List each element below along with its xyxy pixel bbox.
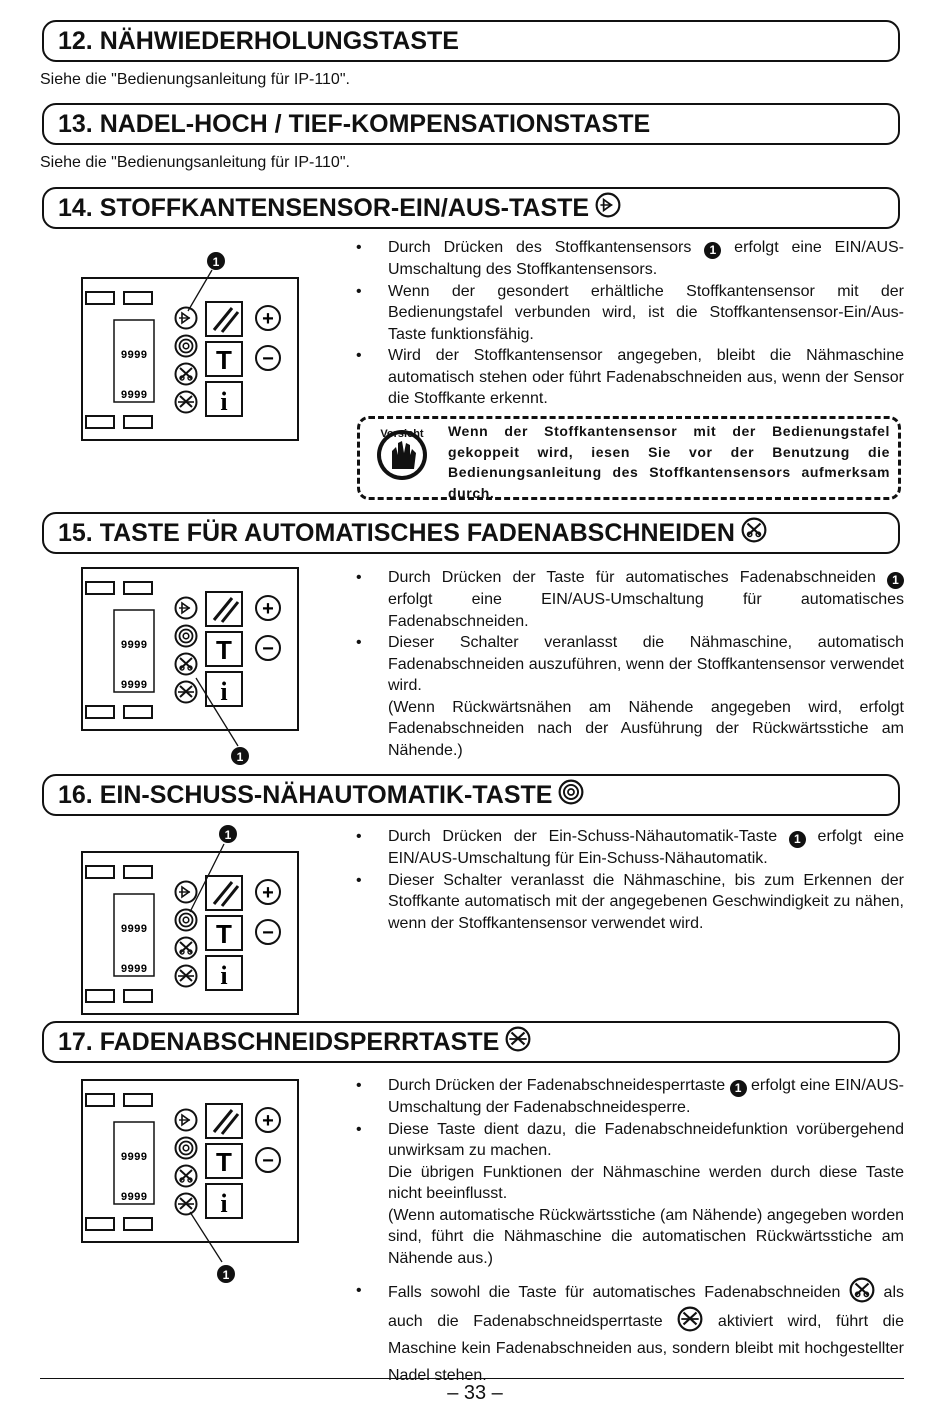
caution-text: Wenn der Stoffkantensensor mit der Bedienungstafel gekoppeit wird, iesen Sie vor der Benutzung die Bedienungsanleitung des Stoffkantensensors aufmerksam durch. xyxy=(448,423,890,501)
t-key: T xyxy=(216,919,232,949)
section-header-15 xyxy=(42,512,900,554)
counter-1: 9999 xyxy=(120,350,148,362)
trim-lock-icon xyxy=(505,1026,531,1059)
badge-label: 1 xyxy=(222,1268,230,1282)
list-item: • Durch Drücken des Stoffkantensensors 1 erfolgt eine EIN/AUS-Umschaltung des Stoffkantensensors. xyxy=(356,239,904,278)
section-17-bullets xyxy=(356,1075,904,1389)
badge-icon: 1 xyxy=(789,831,806,848)
counter-2: 9999 xyxy=(120,1192,148,1204)
badge-label: 1 xyxy=(236,750,244,764)
list-item: • Durch Drücken der Ein-Schuss-Nähautomatik-Taste 1 erfolgt eine EIN/AUS-Umschaltung für Ein-Schuss-Nähautomatik. xyxy=(356,828,904,867)
caution-hand-icon xyxy=(374,425,430,481)
minus-key: − xyxy=(262,922,274,944)
operation-panel-16 xyxy=(80,822,302,1018)
list-item-note: (Wenn Rückwärtsnähen am Nähende angegeben wird, erfolgt Fadenabschneiden nach der Ausführung der Rückwärtsstiche am Nähende.) xyxy=(388,698,904,759)
thread-trim-icon xyxy=(741,517,767,550)
minus-key: − xyxy=(262,1150,274,1172)
i-key: i xyxy=(220,677,228,706)
t-key: T xyxy=(216,1147,232,1177)
badge-icon: 1 xyxy=(730,1080,747,1097)
section-text-13: Siehe die "Bedienungsanleitung für IP-110". xyxy=(40,154,350,171)
trim-lock-icon xyxy=(677,1306,703,1332)
plus-key: + xyxy=(262,882,274,904)
operation-panel-14 xyxy=(80,248,302,444)
plus-key: + xyxy=(262,308,274,330)
operation-panel-15 xyxy=(80,566,302,770)
counter-1: 9999 xyxy=(120,1152,148,1164)
i-key: i xyxy=(220,1189,228,1218)
caution-label: Vorsicht xyxy=(380,428,424,440)
counter-2: 9999 xyxy=(120,964,148,976)
counter-2: 9999 xyxy=(120,680,148,692)
list-item-note: Die übrigen Funktionen der Nähmaschine werden durch diese Taste nicht beeinflusst. xyxy=(388,1163,904,1202)
section-header-16 xyxy=(42,774,900,816)
footer-divider xyxy=(40,1378,904,1379)
i-key: i xyxy=(220,961,228,990)
section-15-bullets xyxy=(356,567,904,761)
section-title-16: 16. EIN-SCHUSS-NÄHAUTOMATIK-TASTE xyxy=(58,780,553,809)
badge-icon: 1 xyxy=(704,242,721,259)
section-16-bullets xyxy=(356,826,904,934)
section-header-12 xyxy=(42,20,900,62)
counter-2: 9999 xyxy=(120,390,148,402)
section-title-13: 13. NADEL-HOCH / TIEF-KOMPENSATIONSTASTE xyxy=(58,109,651,138)
section-14-bullets xyxy=(356,237,904,410)
i-key: i xyxy=(220,387,228,416)
badge-icon: 1 xyxy=(887,572,904,589)
list-item: • Falls sowohl die Taste für automatisches Fadenabschneiden als auch die Fadenabschneidsperrtaste aktiviert wird, führt die Maschine kein Fadenabschneiden aus, sondern bleibt mit hochgestellter Nadel stehen. xyxy=(356,1277,904,1389)
counter-1: 9999 xyxy=(120,924,148,936)
list-item: • Diese Taste dient dazu, die Fadenabschneidefunktion vorübergehend unwirksam zu machen. xyxy=(356,1120,904,1159)
one-shot-icon xyxy=(558,779,584,812)
minus-key: − xyxy=(262,348,274,370)
badge-label: 1 xyxy=(212,255,220,269)
list-item: • Dieser Schalter veranlasst die Nähmaschine, bis zum Erkennen der Stoffkante automatisch mit der angegebenen Geschwindigkeit zu nähen, wenn der Stoffkantensensor verwendet wird. xyxy=(356,871,904,932)
minus-key: − xyxy=(262,638,274,660)
section-header-14 xyxy=(42,187,900,229)
plus-key: + xyxy=(262,598,274,620)
counter-1: 9999 xyxy=(120,640,148,652)
page-number: – 33 – xyxy=(447,1382,503,1404)
section-text-12: Siehe die "Bedienungsanleitung für IP-110". xyxy=(40,71,350,88)
edge-sensor-icon xyxy=(595,192,621,225)
list-item: • Wird der Stoffkantensensor angegeben, bleibt die Nähmaschine automatisch stehen oder führt Fadenabschneiden aus, wenn der Sensor die Stoffkante erkennt. xyxy=(356,347,904,407)
section-header-13 xyxy=(42,103,900,145)
list-item: • Wenn der gesondert erhältliche Stoffkantensensor mit der Bedienungstafel verbunden wird, ist die Stoffkantensensor-Ein/Aus-Taste funktionsfähig. xyxy=(356,282,904,343)
badge-label: 1 xyxy=(224,828,232,842)
section-header-17 xyxy=(42,1021,900,1063)
operation-panel-17 xyxy=(80,1078,302,1288)
list-item: • Dieser Schalter veranlasst die Nähmaschine, automatisch Fadenabschneiden auszuführen, wenn der Stoffkantensensor verwendet wird. xyxy=(356,634,904,694)
section-title-14: 14. STOFFKANTENSENSOR-EIN/AUS-TASTE xyxy=(58,193,590,222)
t-key: T xyxy=(216,345,232,375)
thread-trim-icon xyxy=(849,1277,875,1303)
section-title-15: 15. TASTE FÜR AUTOMATISCHES FADENABSCHNEIDEN xyxy=(58,518,735,547)
list-item: • Durch Drücken der Fadenabschneidesperrtaste 1 erfolgt eine EIN/AUS-Umschaltung der Fadenabschneidesperre. xyxy=(356,1077,904,1116)
list-item: • Durch Drücken der Taste für automatisches Fadenabschneiden 1 erfolgt eine EIN/AUS-Umschaltung für automatisches Fadenabschneiden. xyxy=(356,569,904,630)
plus-key: + xyxy=(262,1110,274,1132)
t-key: T xyxy=(216,635,232,665)
section-title-17: 17. FADENABSCHNEIDSPERRTASTE xyxy=(58,1027,500,1056)
list-item-note: (Wenn automatische Rückwärtsstiche (am Nähende) angegeben worden sind, führt die Nähmaschine die automatischen Rückwärtsstiche am Nähende aus.) xyxy=(388,1206,904,1267)
caution-box xyxy=(357,416,901,500)
section-title-12: 12. NÄHWIEDERHOLUNGSTASTE xyxy=(58,26,459,55)
